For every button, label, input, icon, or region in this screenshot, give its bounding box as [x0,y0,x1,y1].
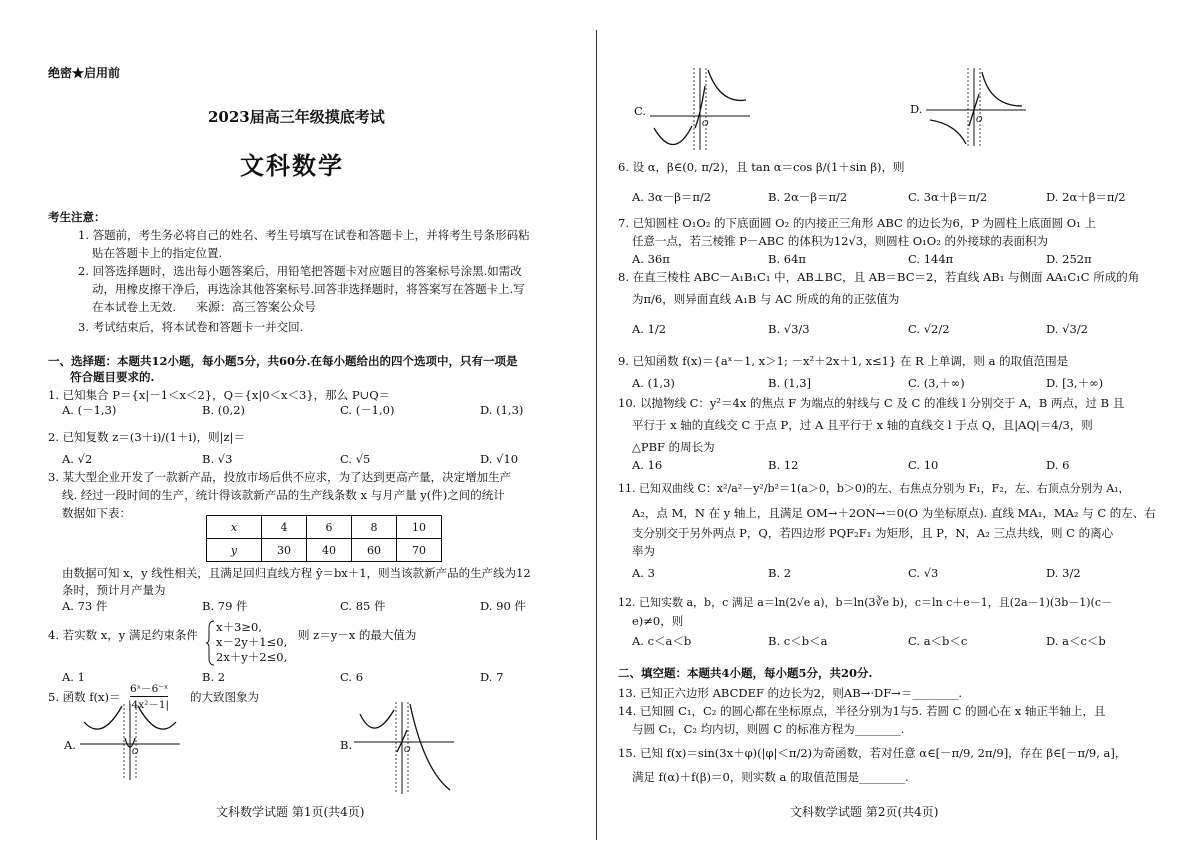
choice: C. 3α＋β＝π/2 [908,190,988,204]
choice: B. 12 [768,458,799,472]
choice: B. √3/3 [768,322,810,336]
choice: C. (3,＋∞) [908,376,965,390]
choice: C. √5 [340,452,371,466]
constraint: 2x＋y＋2≤0, [216,650,288,664]
notice-title: 考生注意： [48,210,106,224]
choice: C. a＜b＜c [908,634,968,648]
page-footer: 文科数学试题 第2页(共4页) [790,805,939,819]
question-1: 1. 已知集合 P＝{x|－1＜x＜2}，Q＝{x|0＜x＜3}，那么 P∪Q＝ [48,388,391,402]
notice-line: 贴在答题卡上的指定位置. [92,246,223,260]
choice: B. (1,3] [768,376,812,390]
fraction-numerator: 6ˣ－6⁻ˣ [130,683,169,695]
table-cell: 4 [262,516,307,539]
choice: A. c＜a＜b [632,634,692,648]
table-cell: 30 [262,539,307,562]
choice: A. (－1,3) [62,403,117,417]
data-table [206,515,442,562]
choice: D. 252π [1046,252,1092,266]
choice: B. 2α－β＝π/2 [768,190,848,204]
choice: A. √2 [62,452,93,466]
choice: A. 73 件 [62,599,108,613]
choice: B. 2 [202,670,226,684]
choice: C. √3 [908,566,939,580]
question-13: 13. 已知正六边形 ABCDEF 的边长为2，则AB→·DF→＝________. [618,686,962,700]
graph-label: D. [910,102,923,116]
notice-line: 在本试卷上无效. [92,300,177,314]
question-3-line: 线. 经过一段时间的生产，统计得该款新产品的生产线条数 x 与月产量 y(件)之间的统计 [62,488,505,502]
notice-line: 2. 回答选择题时，选出每小题答案后，用铅笔把答题卡对应题目的答案标号涂黑.如需改 [78,264,522,278]
table-cell: 40 [307,539,352,562]
notice-line: 3. 考试结束后，将本试卷和答题卡一并交回. [78,320,304,334]
question-14-line: 与圆 C₁，C₂ 均内切，则圆 C 的标准方程为________. [632,722,905,736]
question-6: 6. 设 α，β∈(0, π/2)，且 tan α＝cos β/(1＋sin β)，则 [618,160,905,174]
page-footer: 文科数学试题 第1页(共4页) [216,805,365,819]
question-5: 5. 函数 f(x)＝ [48,690,121,704]
table-cell: 10 [397,516,442,539]
fraction-denominator: |4x²－1| [128,699,170,711]
choice: A. 1/2 [632,322,667,336]
graph-d [926,66,1030,148]
choice: A. (1,3) [632,376,675,390]
choice: C. 6 [340,670,364,684]
question-3-line: 由数据可知 x，y 线性相关，且满足回归直线方程 ŷ＝bx＋1，则当该款新产品的生产线为12 [62,566,531,580]
choice: B. 2 [768,566,792,580]
question-14-line: 14. 已知圆 C₁，C₂ 的圆心都在坐标原点，半径分别为1与5. 若圆 C 的圆心在 x 轴正半轴上，且 [618,704,1106,718]
choice: B. √3 [202,452,233,466]
choice: D. √3/2 [1046,322,1088,336]
choice: C. √2/2 [908,322,950,336]
notice-line: 动，用橡皮擦干净后，再选涂其他答案标号.回答非选择题时，将答案写在答题卡上.写 [92,282,525,296]
source-watermark: 来源：高三答案公众号 [196,300,317,314]
constraint: x－2y＋1≤0, [216,635,288,649]
question-3-line: 3. 某大型企业开发了一款新产品，投放市场后供不应求，为了达到更高产量，决定增加生产 [48,470,512,484]
choice: D. [3,＋∞) [1046,376,1104,390]
origin-label: O [976,115,983,124]
graph-label: B. [340,738,353,752]
choice: A. 3 [632,566,655,580]
question-15-line: 满足 f(α)＋f(β)＝0，则实数 a 的取值范围是________. [632,770,909,784]
choice: D. 6 [1046,458,1070,472]
choice: D. (1,3) [480,403,524,417]
graph-b [354,700,458,796]
question-11-line: 11. 已知双曲线 C：x²/a²－y²/b²＝1(a＞0，b＞0)的左、右焦点分别为 F₁，F₂，左、右顶点分别为 A₁， [618,482,1130,495]
question-11-line: A₂，点 M，N 在 y 轴上，且满足 OM→＋2ON→＝0(O 为坐标原点). 直线 MA₁，MA₂ 与 C 的左、右 [632,506,1156,520]
choice: A. 1 [62,670,85,684]
question-11-line: 支分别交于另外两点 P，Q，若四边形 PQF₂F₁ 为矩形，且 P，N，A₂ 三点共线，则 C 的离心 [632,526,1114,540]
question-10-line: △PBF 的周长为 [632,440,715,454]
question-2: 2. 已知复数 z＝(3＋i)/(1＋i)，则|z|＝ [48,430,245,444]
right-page [618,0,1178,849]
secret-label: 绝密★启用前 [48,66,121,80]
question-12-line: 12. 已知实数 a，b，c 满足 a＝ln(2√e a)，b＝ln(3∛e b)，c＝ln c＋e－1，且(2a－1)(3b－1)(c－ [618,596,1112,609]
choice: D. 7 [480,670,504,684]
section-heading: 符合题目要求的. [70,370,155,384]
choice: B. 64π [768,252,806,266]
table-cell: 8 [352,516,397,539]
exam-title: 2023届高三年级摸底考试 [208,108,385,126]
choice: C. 85 件 [340,599,386,613]
notice-line: 1. 答题前，考生务必将自己的姓名、考生号填写在试卷和答题卡上，并将考生号条形码粘 [78,228,530,242]
question-15-line: 15. 已知 f(x)＝sin(3x＋φ)(|φ|＜π/2)为奇函数，若对任意 α∈[－π/9, 2π/9]，存在 β∈[－π/9, a]， [618,746,1127,760]
left-page [48,0,608,849]
table-header: y [207,539,262,562]
choice: D. a＜c＜b [1046,634,1106,648]
choice: C. (－1,0) [340,403,395,417]
question-10-line: 平行于 x 轴的直线交 C 于点 P，过 A 且平行于 x 轴的直线交 l 于点 Q，且|AQ|＝4/3，则 [632,418,1093,432]
question-10-line: 10. 以抛物线 C：y²＝4x 的焦点 F 为端点的射线与 C 及 C 的准线 l 分别交于 A，B 两点，过 B 且 [618,396,1125,410]
origin-label: O [702,119,709,128]
choice: B. 79 件 [202,599,248,613]
choice: A. 3α－β＝π/2 [632,190,712,204]
brace-icon [205,620,215,666]
question-12-line: e)≠0，则 [632,614,684,628]
choice: A. 36π [632,252,670,266]
choice: D. 2α＋β＝π/2 [1046,190,1126,204]
question-9: 9. 已知函数 f(x)＝{aˣ－1, x＞1; －x²＋2x＋1, x≤1} 在 R 上单调，则 a 的取值范围是 [618,354,1069,368]
choice: B. c＜b＜a [768,634,828,648]
question-5-tail: 的大致图象为 [190,690,259,704]
table-cell: 6 [307,516,352,539]
question-11-line: 率为 [632,544,655,558]
question-7-line: 7. 已知圆柱 O₁O₂ 的下底面圆 O₂ 的内接正三角形 ABC 的边长为6，P 为圆柱上底面圆 O₁ 上 [618,216,1096,230]
question-4: 4. 若实数 x，y 满足约束条件 [48,628,198,642]
table-header: x [207,516,262,539]
graph-label: C. [634,104,647,118]
section-heading: 一、选择题：本题共12小题，每小题5分，共60分.在每小题给出的四个选项中，只有一项是 [48,354,518,368]
choice: C. 144π [908,252,954,266]
choice: B. (0,2) [202,403,246,417]
question-8-line: 8. 在直三棱柱 ABC－A₁B₁C₁ 中，AB⊥BC，且 AB＝BC＝2，若直线 AB₁ 与侧面 AA₁C₁C 所成的角 [618,270,1140,284]
choice: C. 10 [908,458,939,472]
question-4-tail: 则 z＝y－x 的最大值为 [298,628,417,642]
question-8-line: 为π/6，则异面直线 A₁B 与 AC 所成的角的正弦值为 [632,292,900,306]
choice: D. 90 件 [480,599,526,613]
question-3-line: 条时，预计月产量为 [62,583,166,597]
graph-c [650,66,754,152]
choice: D. √10 [480,452,519,466]
choice: A. 16 [632,458,663,472]
table-row [207,539,442,562]
table-row [207,516,442,539]
graph-label: A. [64,738,76,752]
subject-title: 文科数学 [240,152,344,180]
constraint: x＋3≥0, [216,620,262,634]
table-cell: 60 [352,539,397,562]
graph-a [80,702,184,782]
section-heading: 二、填空题：本题共4小题，每小题5分，共20分. [618,666,873,680]
question-7-line: 任意一点，若三棱锥 P－ABC 的体积为12√3，则圆柱 O₁O₂ 的外接球的表面积为 [632,234,1048,248]
table-cell: 70 [397,539,442,562]
question-3-line: 数据如下表： [62,506,131,520]
origin-label: O [132,747,139,756]
choice: D. 3/2 [1046,566,1081,580]
origin-label: O [404,745,411,754]
